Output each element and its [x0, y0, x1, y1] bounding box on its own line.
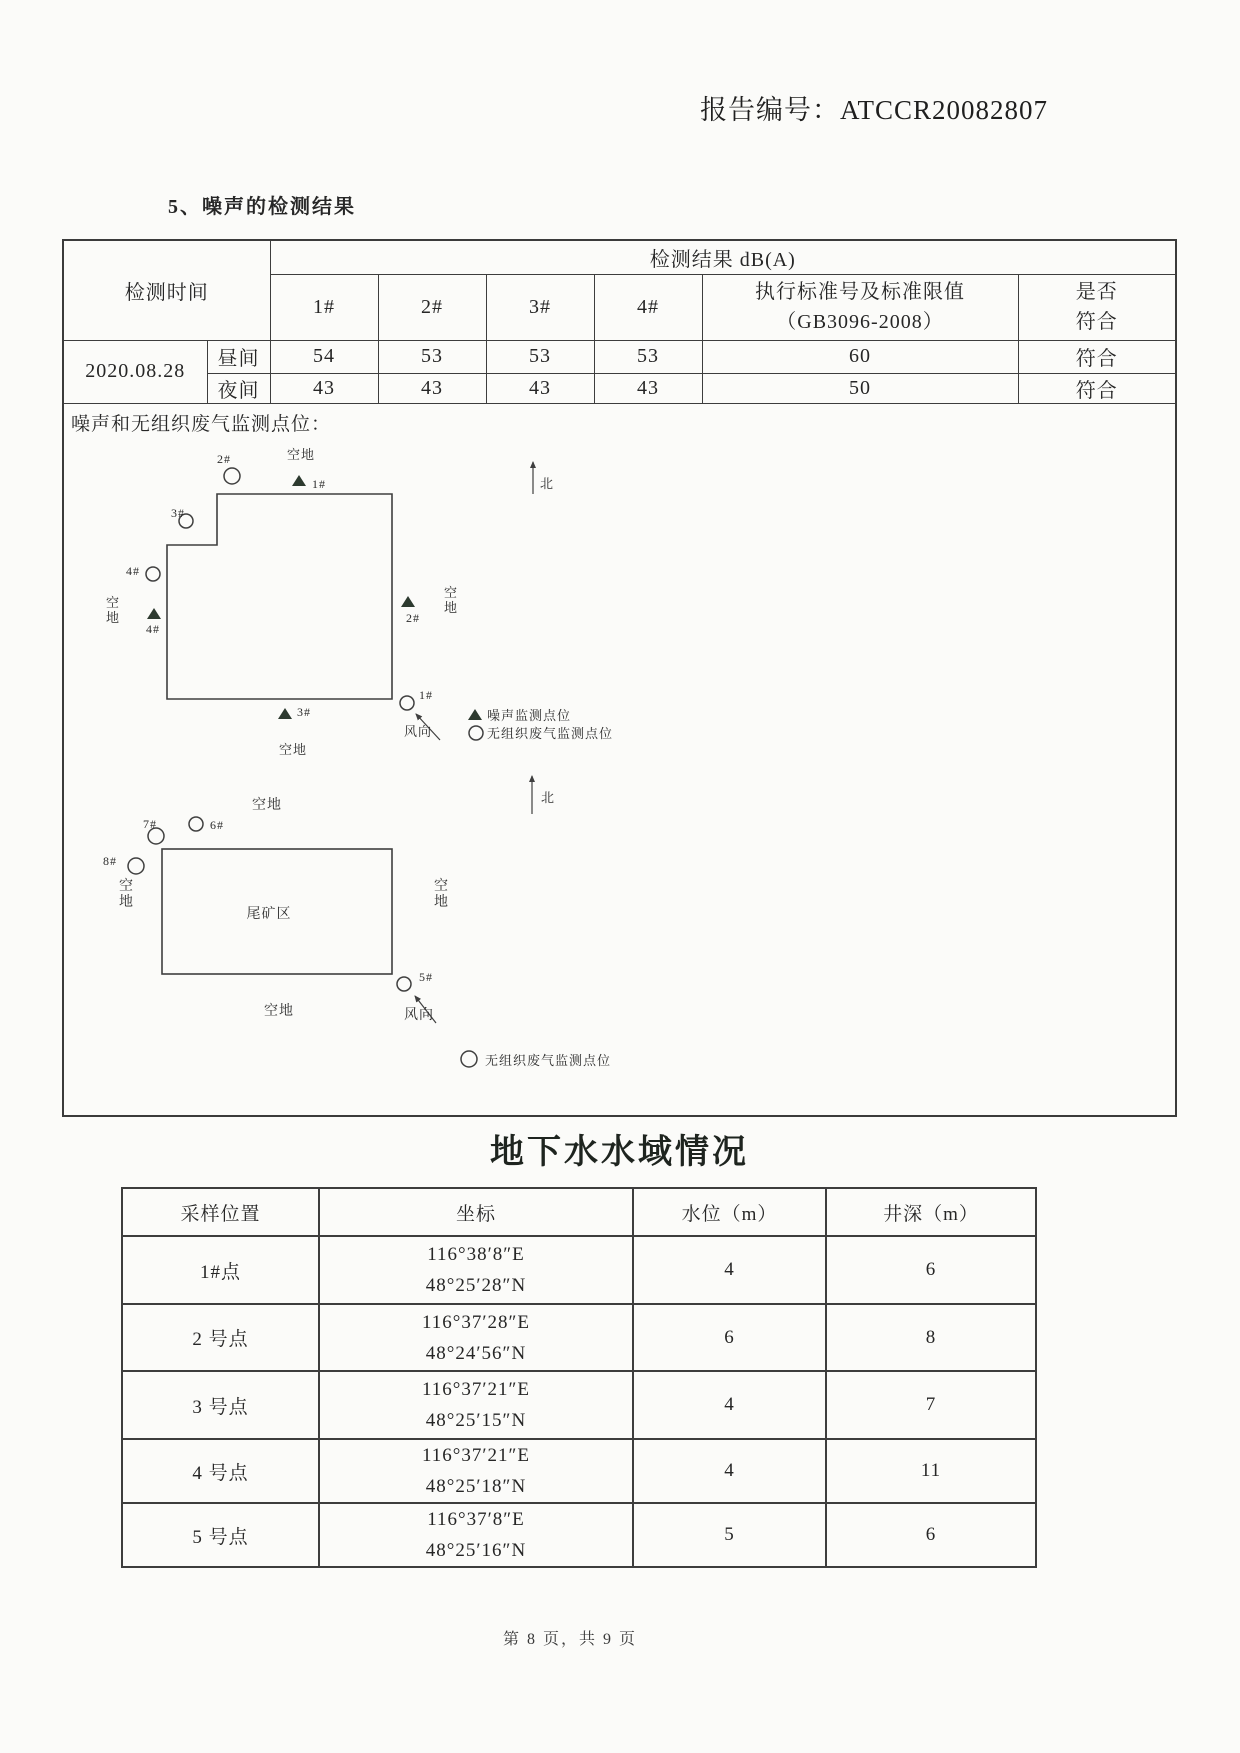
diagram-label: 3# — [297, 705, 311, 719]
diagram-label: 6# — [210, 818, 224, 832]
noise-night-v2: 43 — [378, 373, 486, 403]
noise-header-time: 检测时间 — [64, 241, 270, 340]
noise-day-conform: 符合 — [1018, 340, 1175, 373]
diagram-label: 4# — [126, 564, 140, 578]
noise-night-v1: 43 — [270, 373, 378, 403]
gw-level: 4 — [633, 1236, 826, 1304]
diagram-label: 1# — [419, 688, 433, 702]
diagram-label: 1# — [312, 477, 326, 491]
plant-outline — [167, 494, 392, 699]
diagram-label: 噪声监测点位 — [487, 708, 572, 723]
table-row — [122, 1236, 1036, 1304]
legend-gas-symbol-1 — [469, 726, 483, 740]
gw-location: 1#点 — [122, 1236, 319, 1304]
noise-point-4-marker — [147, 608, 161, 619]
diagram-label: 空地 — [286, 447, 316, 462]
coord-north: 48°25′28″N — [425, 1275, 527, 1296]
gw-level: 4 — [633, 1439, 826, 1503]
coord-east: 116°37′8″E — [427, 1509, 525, 1530]
conform-line-1: 是否 — [1075, 281, 1118, 303]
diagram-label: 空地 — [119, 879, 134, 910]
gas-point-5-marker — [397, 977, 411, 991]
noise-date-cell: 2020.08.28 — [64, 340, 207, 403]
gw-depth: 6 — [826, 1236, 1036, 1304]
gw-header-location: 采样位置 — [122, 1188, 319, 1236]
diagram-label: 尾矿区 — [246, 907, 292, 922]
noise-point-1-marker — [292, 475, 306, 486]
groundwater-table — [121, 1187, 1037, 1568]
noise-day-v4: 53 — [594, 340, 702, 373]
gw-coord — [319, 1503, 633, 1567]
gw-level: 4 — [633, 1371, 826, 1439]
gas-point-1-marker — [400, 696, 414, 710]
diagram-label: 3# — [171, 506, 185, 520]
gw-coord — [319, 1304, 633, 1371]
noise-day-v3: 53 — [486, 340, 594, 373]
coord-east: 116°37′21″E — [421, 1379, 531, 1400]
coord-north: 48°25′15″N — [425, 1410, 527, 1431]
gw-header-depth: 井深（m） — [826, 1188, 1036, 1236]
diagram-label: 空地 — [264, 1004, 294, 1019]
gas-point-6-marker — [189, 817, 203, 831]
noise-header-point-2: 2# — [378, 274, 486, 340]
gw-location: 3 号点 — [122, 1371, 319, 1439]
legend-gas-symbol-2 — [461, 1051, 477, 1067]
conform-line-2: 符合 — [1075, 311, 1118, 333]
standard-line-2: （GB3096-2008） — [776, 311, 944, 333]
gw-header-coord: 坐标 — [319, 1188, 633, 1236]
diagram-label: 7# — [143, 817, 157, 831]
noise-header-point-3: 3# — [486, 274, 594, 340]
monitoring-points-diagram — [64, 241, 1179, 1119]
noise-night-v4: 43 — [594, 373, 702, 403]
gas-point-4-marker — [146, 567, 160, 581]
table-row — [122, 1371, 1036, 1439]
table-row — [122, 1503, 1036, 1567]
diagram-label: 空地 — [252, 798, 282, 813]
diagram-label: 5# — [419, 970, 433, 984]
legend-noise-symbol — [468, 709, 482, 720]
diagram-label: 2# — [406, 611, 420, 625]
noise-header-point-4: 4# — [594, 274, 702, 340]
diagram-label: 北 — [541, 790, 556, 805]
noise-period-night: 夜间 — [207, 373, 270, 403]
diagram-label: 8# — [103, 854, 117, 868]
noise-day-v1: 54 — [270, 340, 378, 373]
gw-depth: 8 — [826, 1304, 1036, 1371]
noise-period-day: 昼间 — [207, 340, 270, 373]
diagram-label: 空地 — [444, 585, 459, 615]
gas-point-2-marker — [224, 468, 240, 484]
gw-level: 6 — [633, 1304, 826, 1371]
diagram-label: 4# — [146, 622, 160, 636]
noise-day-v2: 53 — [378, 340, 486, 373]
groundwater-title: 地下水水域情况 — [490, 1134, 749, 1171]
diagram-caption: 噪声和无组织废气监测点位： — [71, 414, 332, 435]
noise-night-limit: 50 — [702, 373, 1018, 403]
gw-coord — [319, 1439, 633, 1503]
gw-level: 5 — [633, 1503, 826, 1567]
diagram-label: 风向 — [404, 724, 433, 739]
coord-north: 48°25′18″N — [425, 1476, 527, 1497]
diagram-label: 北 — [540, 476, 555, 491]
noise-results-box — [62, 239, 1177, 1117]
gw-depth: 6 — [826, 1503, 1036, 1567]
coord-east: 116°37′28″E — [421, 1311, 531, 1333]
noise-day-limit: 60 — [702, 340, 1018, 373]
coord-north: 48°24′56″N — [425, 1342, 527, 1364]
diagram-label: 空地 — [278, 742, 308, 757]
noise-night-v3: 43 — [486, 373, 594, 403]
gw-depth: 7 — [826, 1371, 1036, 1439]
page-footer: 第 8 页，共 9 页 — [502, 1631, 637, 1648]
noise-header-result: 检测结果 dB(A) — [270, 241, 1175, 274]
diagram-label: 无组织废气监测点位 — [485, 1053, 612, 1068]
coord-east: 116°38′8″E — [427, 1244, 525, 1265]
table-row — [122, 1304, 1036, 1371]
gw-location: 2 号点 — [122, 1304, 319, 1371]
diagram-label: 无组织废气监测点位 — [487, 726, 614, 741]
standard-line-1: 执行标准号及标准限值 — [755, 281, 965, 303]
diagram-label: 空地 — [106, 595, 121, 625]
noise-header-point-1: 1# — [270, 274, 378, 340]
noise-point-2-marker — [401, 596, 415, 607]
diagram-label: 风向 — [404, 1008, 434, 1023]
gw-location: 4 号点 — [122, 1439, 319, 1503]
gw-location: 5 号点 — [122, 1503, 319, 1567]
gw-coord — [319, 1371, 633, 1439]
coord-east: 116°37′21″E — [421, 1445, 531, 1466]
table-row — [122, 1439, 1036, 1503]
coord-north: 48°25′16″N — [425, 1540, 527, 1561]
diagram-label: 2# — [217, 452, 231, 466]
diagram-label: 空地 — [434, 879, 449, 910]
gw-depth: 11 — [826, 1439, 1036, 1503]
noise-night-conform: 符合 — [1018, 373, 1175, 403]
report-number: 报告编号：ATCCR20082807 — [700, 95, 1049, 125]
gw-header-level: 水位（m） — [633, 1188, 826, 1236]
section-heading: 5、噪声的检测结果 — [168, 196, 356, 218]
gas-point-8-marker — [128, 858, 144, 874]
noise-point-3-marker — [278, 708, 292, 719]
gw-coord — [319, 1236, 633, 1304]
